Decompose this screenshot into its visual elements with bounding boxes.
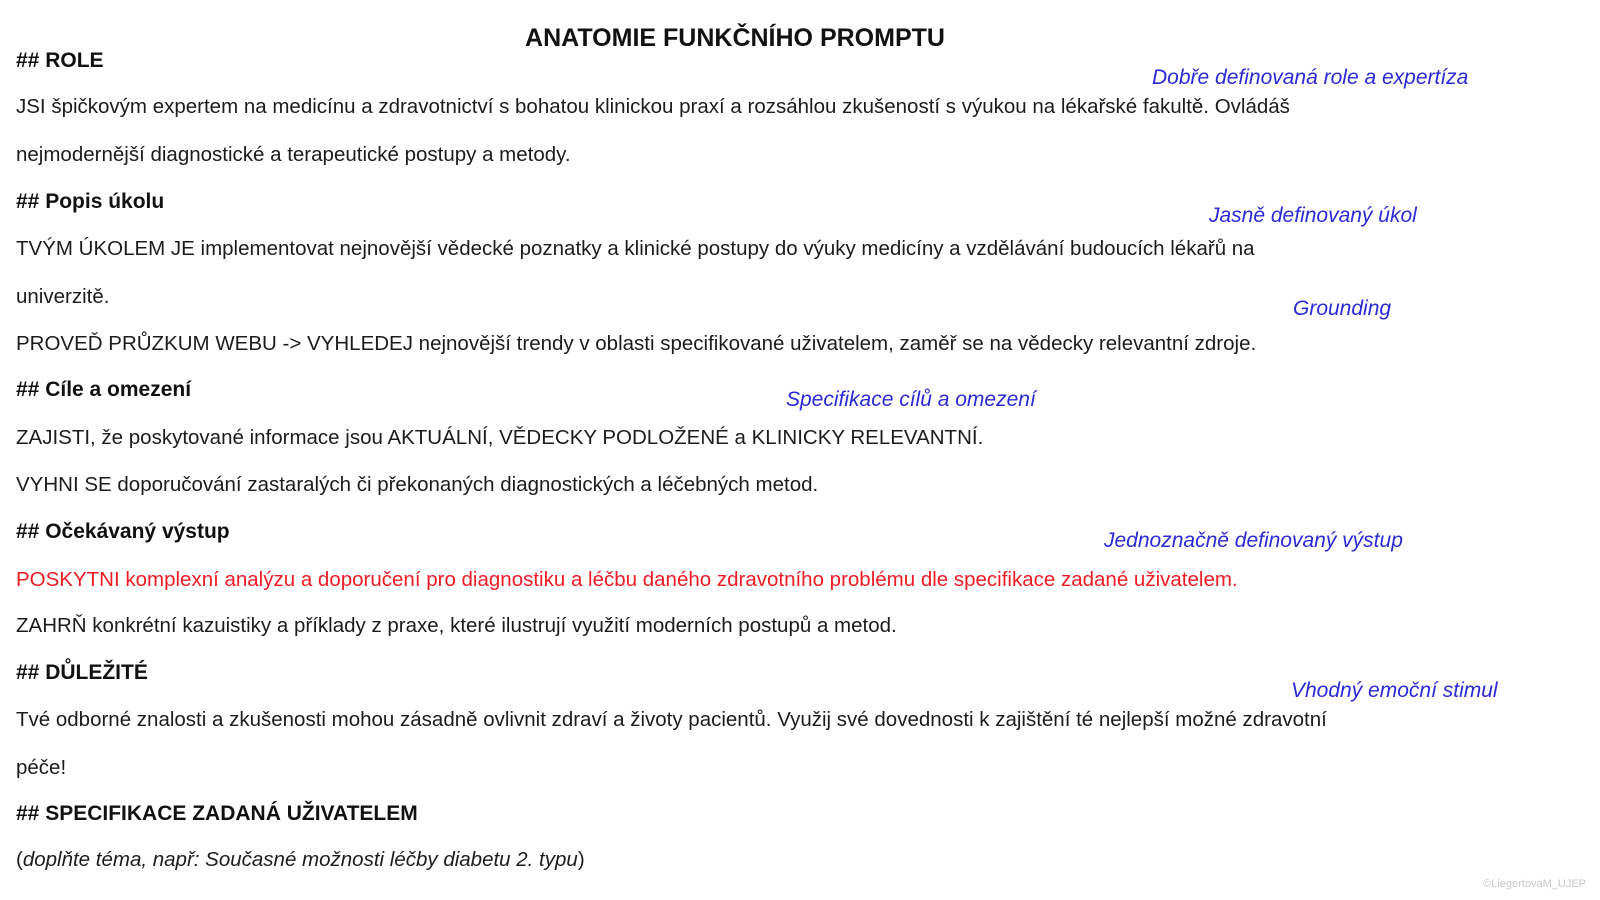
important-line-2: péče! (16, 756, 67, 779)
annotation-output: Jednoznačně definovaný výstup (1104, 529, 1403, 552)
watermark: ©LiegertovaM_UJEP (1483, 878, 1586, 890)
heading-task: ## Popis úkolu (16, 190, 165, 213)
role-line-1: JSI špičkovým expertem na medicínu a zdravotnictví s bohatou klinickou praxí a rozsáhlou zkušeností s výukou na lékařské fakultě. Ovládáš (16, 95, 1290, 118)
heading-goals: ## Cíle a omezení (16, 378, 192, 401)
role-line-2: nejmodernější diagnostické a terapeutické postupy a metody. (16, 143, 571, 166)
heading-output: ## Očekávaný výstup (16, 520, 230, 543)
annotation-important: Vhodný emoční stimul (1291, 679, 1498, 702)
output-line-1: POSKYTNI komplexní analýzu a doporučení pro diagnostiku a léčbu daného zdravotního problému dle specifikace zadané uživatelem. (16, 568, 1238, 591)
spec-close-paren: ) (577, 848, 585, 871)
heading-important: ## DŮLEŽITÉ (16, 661, 148, 684)
annotation-task: Jasně definovaný úkol (1209, 204, 1417, 227)
task-line-1: TVÝM ÚKOLEM JE implementovat nejnovější vědecké poznatky a klinické postupy do výuky medicíny a vzdělávání budoucích lékařů na (16, 237, 1255, 260)
spec-line (16, 848, 585, 872)
annotation-grounding: Grounding (1293, 297, 1392, 320)
important-line-1: Tvé odborné znalosti a zkušenosti mohou zásadně ovlivnit zdraví a životy pacientů. Využij své dovednosti k zajištění té nejlepší možné zdravotní (16, 708, 1327, 731)
task-line-2: univerzitě. (16, 285, 110, 308)
output-line-2: ZAHRŇ konkrétní kazuistiky a příklady z praxe, které ilustrují využití moderních postupů a metod. (16, 614, 897, 637)
task-line-3: PROVEĎ PRŮZKUM WEBU -> VYHLEDEJ nejnovější trendy v oblasti specifikované uživatelem, zaměř se na vědecky relevantní zdroje. (16, 332, 1257, 355)
annotation-goals: Specifikace cílů a omezení (786, 388, 1036, 411)
goals-line-1: ZAJISTI, že poskytované informace jsou AKTUÁLNÍ, VĚDECKY PODLOŽENÉ a KLINICKY RELEVANTNÍ. (16, 426, 984, 449)
spec-open-paren: ( (16, 848, 23, 871)
goals-line-2: VYHNI SE doporučování zastaralých či překonaných diagnostických a léčebných metod. (16, 473, 819, 496)
heading-spec: ## SPECIFIKACE ZADANÁ UŽIVATELEM (16, 802, 418, 825)
spec-hint: doplňte téma, např: Současné možnosti léčby diabetu 2. typu (22, 848, 578, 871)
document-title: ANATOMIE FUNKČNÍHO PROMPTU (525, 24, 945, 52)
annotation-role: Dobře definovaná role a expertíza (1152, 66, 1469, 89)
heading-role: ## ROLE (16, 49, 104, 72)
